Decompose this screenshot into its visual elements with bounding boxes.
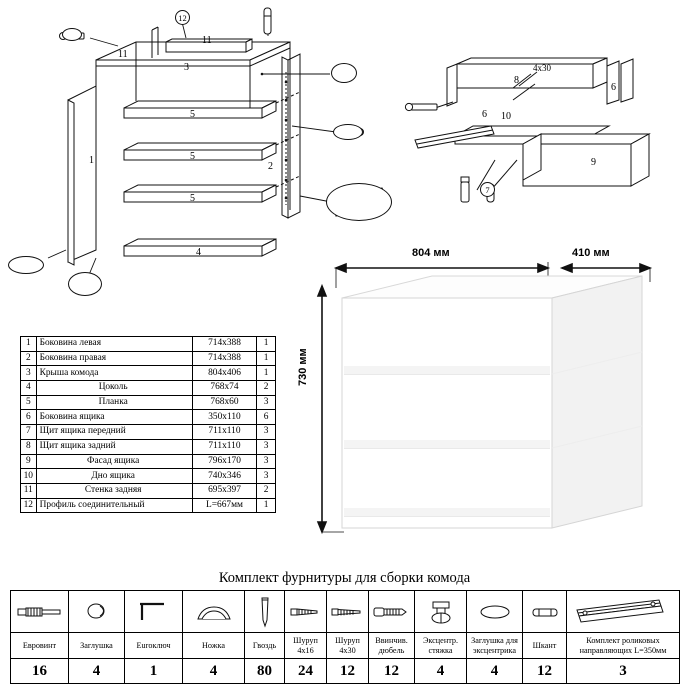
table-row: 4 Цоколь 768х74 2: [21, 381, 276, 396]
label-main-5a: 5: [190, 109, 195, 120]
hardware-count-cell: 16: [11, 659, 69, 684]
hardware-count-cell: 4: [415, 659, 467, 684]
label-main-1: 1: [89, 155, 94, 166]
table-row: 7 Щит ящика передний 711х110 3: [21, 425, 276, 440]
euro-screw-icon: [12, 592, 67, 631]
hardware-name-cell: Шкант: [523, 633, 567, 659]
label-main-4: 4: [196, 247, 201, 258]
cam-cover-icon: [468, 592, 521, 631]
screw-4x16-icon: [286, 592, 325, 631]
callout-main-12: 12: [175, 10, 190, 25]
callout-camlock-right: [331, 63, 357, 83]
euro-key-icon: [126, 592, 181, 631]
nail-icon: [246, 592, 283, 631]
hardware-name-cell: Гвоздь: [245, 633, 285, 659]
hardware-name-cell: Заглушка: [69, 633, 125, 659]
hardware-name-cell: Шуруп 4х16: [285, 633, 327, 659]
hardware-icon-cell: [125, 591, 183, 633]
parts-table: [20, 336, 276, 513]
dimension-depth-label: 410 мм: [572, 247, 610, 259]
callout-drawer-7: 7: [480, 182, 495, 197]
hardware-table: [10, 590, 680, 684]
hardware-count-cell: 4: [467, 659, 523, 684]
table-row: 2 Боковина правая 714х388 1: [21, 351, 276, 366]
label-drawer-9: 9: [591, 157, 596, 168]
hardware-icon-cell: [183, 591, 245, 633]
parts-table-body: [21, 337, 276, 513]
table-row: 1 Боковина левая 714х388 1: [21, 337, 276, 352]
dimension-height-label: 730 мм: [297, 348, 309, 386]
hardware-count-cell: 24: [285, 659, 327, 684]
cam-lock-icon: [416, 592, 465, 631]
hardware-count-cell: 12: [327, 659, 369, 684]
hardware-count-cell: 4: [69, 659, 125, 684]
table-row: 5 Планка 768х60 3: [21, 395, 276, 410]
label-drawer-8: 8: [514, 75, 519, 86]
label-main-5c: 5: [190, 193, 195, 204]
hardware-icon-cell: [69, 591, 125, 633]
hardware-count-cell: 4: [183, 659, 245, 684]
table-row: 3 Крыша комода 804х406 1: [21, 366, 276, 381]
hardware-name-cell: Евровинт: [11, 633, 69, 659]
label-main-5b: 5: [190, 151, 195, 162]
hardware-icons-row: [11, 591, 680, 633]
dimension-width-label: 804 мм: [412, 247, 450, 259]
table-row: 6 Боковина ящика 350х110 6: [21, 410, 276, 425]
table-row: 11 Стенка задняя 695х397 2: [21, 483, 276, 498]
hardware-count-cell: 12: [523, 659, 567, 684]
cap-icon: [70, 592, 123, 631]
label-drawer-6-left: 6: [482, 109, 487, 120]
hardware-icon-cell: [415, 591, 467, 633]
hardware-kit-section: [10, 570, 679, 684]
screw-in-dowel-icon: [370, 592, 413, 631]
table-row: 9 Фасад ящика 796х170 3: [21, 454, 276, 469]
hardware-counts-row: [11, 659, 680, 684]
hardware-name-cell: Ножка: [183, 633, 245, 659]
drawer-detail-diagram: [395, 40, 685, 230]
hardware-icon-cell: [467, 591, 523, 633]
hardware-count-cell: 12: [369, 659, 415, 684]
hardware-name-cell: Шуруп 4х30: [327, 633, 369, 659]
hardware-icon-cell: [369, 591, 415, 633]
table-row: 8 Щит ящика задний 711х110 3: [21, 439, 276, 454]
hardware-name-cell: Эксцентр. стяжка: [415, 633, 467, 659]
label-drawer-6-right: 6: [611, 82, 616, 93]
hardware-icon-cell: [245, 591, 285, 633]
screw-4x30-icon: [328, 592, 367, 631]
callout-slides-right: [326, 183, 392, 221]
hardware-name-cell: Euroключ: [125, 633, 183, 659]
callout-screw-top-left: [62, 28, 82, 41]
callout-screw-bottom-left: [8, 256, 44, 274]
hardware-count-cell: 3: [567, 659, 680, 684]
table-row: 10 Дно ящика 740х346 3: [21, 469, 276, 484]
label-drawer-10: 10: [501, 111, 511, 122]
label-main-11-right: 11: [202, 35, 212, 46]
hardware-name-cell: Заглушка для эксцентрика: [467, 633, 523, 659]
callout-screw-right: [333, 124, 363, 140]
hardware-icon-cell: [327, 591, 369, 633]
callout-foot-bottom-left: [68, 272, 102, 296]
table-row: 12 Профиль соединительный L=667мм 1: [21, 498, 276, 513]
dowel-icon: [524, 592, 565, 631]
roller-slides-icon: [568, 592, 678, 631]
hardware-kit-title: Комплект фурнитуры для сборки комода: [218, 570, 471, 586]
label-main-11-left: 11: [118, 49, 128, 60]
hardware-icon-cell: [285, 591, 327, 633]
hardware-icon-cell: [523, 591, 567, 633]
hardware-count-cell: 80: [245, 659, 285, 684]
hardware-icon-cell: [567, 591, 680, 633]
foot-icon: [184, 592, 243, 631]
label-main-3: 3: [184, 62, 189, 73]
hardware-icon-cell: [11, 591, 69, 633]
hardware-names-row: [11, 633, 680, 659]
dimensioned-chest-drawing: [297, 240, 680, 560]
hardware-name-cell: Комплект роликовых направляющих L=350мм: [567, 633, 680, 659]
label-drawer-screw-4x30: 4х30: [533, 63, 551, 73]
hardware-count-cell: 1: [125, 659, 183, 684]
hardware-name-cell: Ввинчив. дюбель: [369, 633, 415, 659]
label-main-2: 2: [268, 161, 273, 172]
